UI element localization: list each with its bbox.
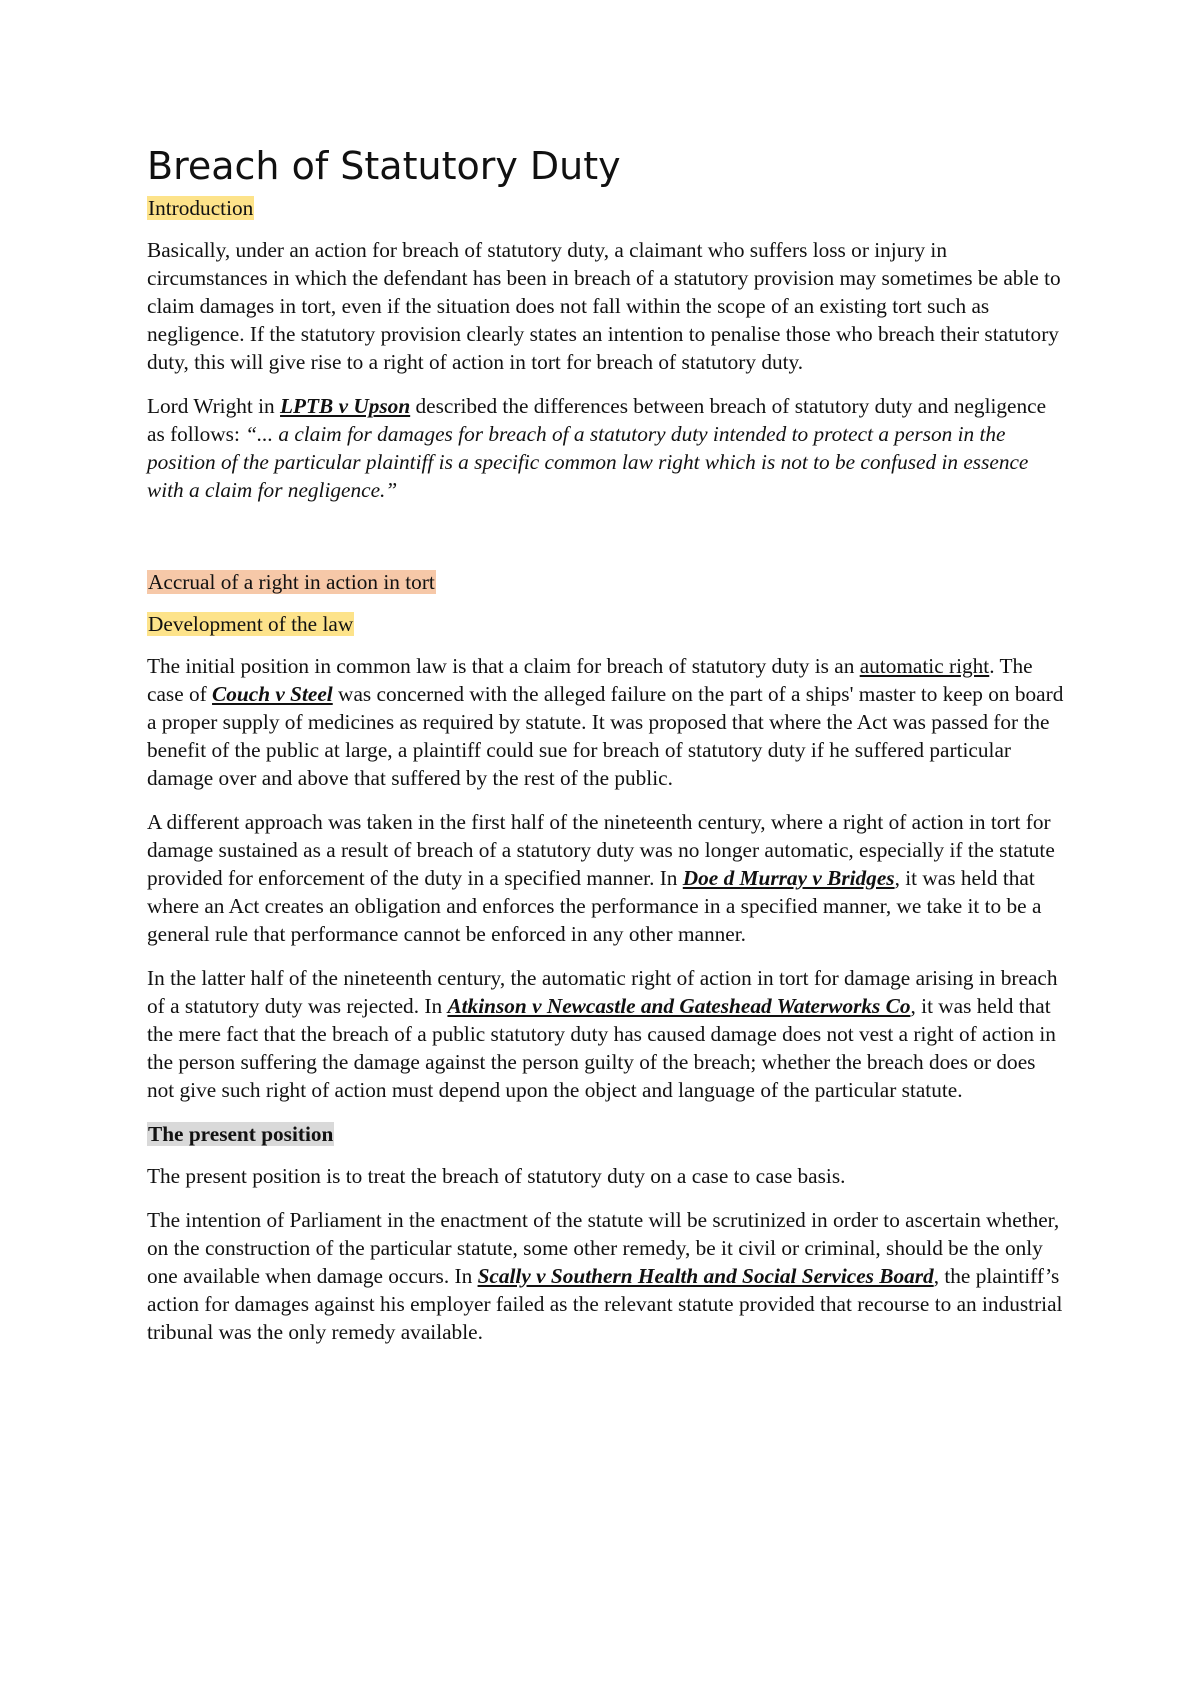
spacer xyxy=(147,520,1067,568)
section-heading-introduction xyxy=(147,194,1067,222)
case-link-lptb-v-upson[interactable]: LPTB v Upson xyxy=(280,394,411,418)
intro-paragraph-2 xyxy=(147,392,1067,504)
heading-present-position-text: The present position xyxy=(148,1122,334,1146)
case-link-couch-v-steel[interactable]: Couch v Steel xyxy=(212,682,333,706)
intro-p2-text-b: described the differences between breach of statutory duty and negligence as follows: xyxy=(147,394,1047,446)
present-p2-text-a: The intention of Parliament in the enactment of the statute will be scrutinized in order to ascertain whether, on the construction of the particular statute, some other remedy, be it civil or criminal, should be the only one available when damage occurs. In xyxy=(147,1208,1060,1288)
accrual-p2-text-a: A different approach was taken in the first half of the nineteenth century, where a right of action in tort for damage sustained as a result of breach of a statutory duty was no longer automatic, especially if the statute provided for enforcement of the duty in a specified manner. In xyxy=(147,810,1055,890)
intro-quote: “... a claim for damages for breach of a statutory duty intended to protect a person in the position of the particular plaintiff is a specific common law right which is not to be confused in essence with a claim for negligence.” xyxy=(147,422,1029,502)
document-page xyxy=(147,142,1067,1362)
accrual-p3-text-b: , it was held that the mere fact that the breach of a public statutory duty has caused damage does not vest a right of action in the person suffering the damage against the person guilty of the breach; whether the breach does or does not give such right of action must depend upon the object and language of the particular statute. xyxy=(147,994,1056,1102)
heading-accrual-text: Accrual of a right in action in tort xyxy=(148,570,435,594)
present-paragraph-1: The present position is to treat the breach of statutory duty on a case to case basis. xyxy=(147,1164,846,1188)
heading-introduction-text: Introduction xyxy=(148,196,254,220)
intro-p2-text-a: Lord Wright in xyxy=(147,394,281,418)
accrual-p1-text-b: . The case of xyxy=(147,654,1033,706)
intro-paragraph-1: Basically, under an action for breach of statutory duty, a claimant who suffers loss or injury in circumstances in which the defendant has been in breach of a statutory provision may sometimes be able to claim damages in tort, even if the situation does not fall within the scope of an existing tort such as negligence. If the statutory provision clearly states an intention to penalise those who breach their statutory duty, this will give rise to a right of action in tort for breach of statutory duty. xyxy=(147,238,1061,374)
accrual-paragraph-3 xyxy=(147,964,1067,1104)
case-link-atkinson-v-newcastle[interactable]: Atkinson v Newcastle and Gateshead Waterworks Co xyxy=(447,994,911,1018)
accrual-paragraph-1 xyxy=(147,652,1067,792)
present-p2-text-b: , the plaintiff’s action for damages against his employer failed as the relevant statute provided that recourse to an industrial tribunal was the only remedy available. xyxy=(147,1264,1063,1344)
case-link-scally-v-southern[interactable]: Scally v Southern Health and Social Services Board xyxy=(477,1264,934,1288)
section-heading-accrual xyxy=(147,568,1067,596)
automatic-right-underlined: automatic right xyxy=(859,654,990,678)
present-paragraph-2 xyxy=(147,1206,1067,1346)
accrual-p1-text-a: The initial position in common law is that a claim for breach of statutory duty is an xyxy=(147,654,860,678)
accrual-p3-text-a: In the latter half of the nineteenth century, the automatic right of action in tort for damage arising in breach of a statutory duty was rejected. In xyxy=(147,966,1058,1018)
accrual-p2-text-b: , it was held that where an Act creates an obligation and enforces the performance in a specified manner, we take it to be a general rule that performance cannot be enforced in any other manner. xyxy=(147,866,1042,946)
case-link-doe-d-murray-v-bridges[interactable]: Doe d Murray v Bridges xyxy=(682,866,895,890)
subheading-development-text: Development of the law xyxy=(148,612,354,636)
accrual-paragraph-2 xyxy=(147,808,1067,948)
document-title: Breach of Statutory Duty xyxy=(147,144,621,188)
section-heading-present-position xyxy=(147,1120,1067,1148)
accrual-p1-text-c: was concerned with the alleged failure on the part of a ships' master to keep on board a proper supply of medicines as required by statute. It was proposed that where the Act was passed for the benefit of the public at large, a plaintiff could sue for breach of statutory duty if he suffered particular damage over and above that suffered by the rest of the public. xyxy=(147,682,1064,790)
subheading-development xyxy=(147,610,1067,638)
